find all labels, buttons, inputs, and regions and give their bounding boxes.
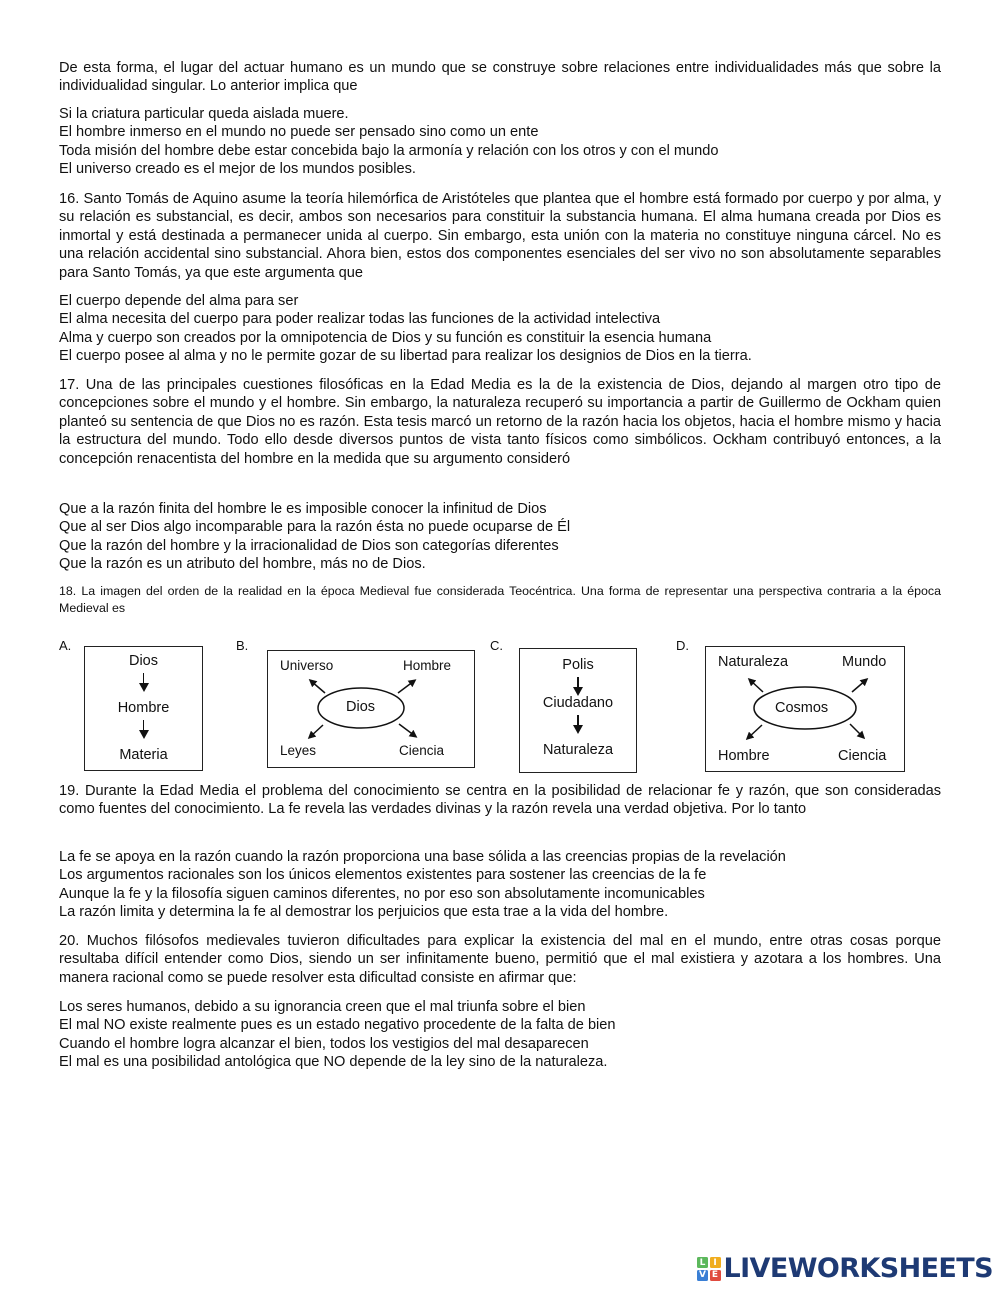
option-b-letter: B.: [236, 638, 249, 653]
question-16-option-1[interactable]: El cuerpo depende del alma para ser: [59, 293, 299, 309]
question-17-option-1[interactable]: Que a la razón finita del hombre le es imposible conocer la infinitud de Dios: [59, 501, 547, 517]
question-20-options: [59, 998, 941, 1072]
live-blocks-icon: [697, 1257, 721, 1281]
question-19-option-1[interactable]: La fe se apoya en la razón cuando la razón proporciona una base sólida a las creencias propias de la revelación: [59, 849, 786, 865]
diagram-b-top-left: Universo: [280, 658, 334, 673]
diagram-b-bottom-right: Ciencia: [399, 743, 445, 758]
diagram-a-item-1: Dios: [128, 653, 158, 669]
option-a-letter: A.: [59, 638, 72, 653]
diagram-b-top-right: Hombre: [403, 658, 452, 673]
diagram-b-box[interactable]: [267, 650, 475, 768]
question-19-text: 19. Durante la Edad Media el problema del conocimiento se centra en la posibilidad de relacionar fe y razón, que son consideradas como fuentes del conocimiento. La fe revela las verdades divinas y la razón revela una verdad objetiva. Por lo tanto: [59, 783, 941, 818]
question-16-text: 16. Santo Tomás de Aquino asume la teoría hilemórfica de Aristóteles que plantea que el hombre está formado por cuerpo y por alma, y su relación es substancial, es decir, ambos son necesarios para constituir la substancia humana. El alma humana creada por Dios es inmortal y está destinada a permanecer unida al cuerpo. Sin embargo, esta unión con la materia no constituye ninguna cárcel. No es una relación accidental sino substancial. Ahora bien, estos dos componentes esenciales del ser vivo no son absolutamente separables para Santo Tomás, ya que este argumenta que: [59, 191, 941, 281]
logo-cell-l: L: [697, 1257, 708, 1268]
diagram-d-top-left: Naturaleza: [718, 654, 789, 670]
question-17-option-4[interactable]: Que la razón es un atributo del hombre, más no de Dios.: [59, 556, 426, 573]
option-d-letter: D.: [676, 638, 689, 653]
question-17-text: 17. Una de las principales cuestiones filosóficas en la Edad Media es la de la existencia de Dios, dejando al margen otro tipo de concepciones sobre el mundo y el hombre. Sin embargo, la naturaleza recuperó su importancia a partir de Guillermo de Ockham quien planteó su sentencia de que Dios no es razón. Esta tesis marcó un retorno de la razón hacia los objetos, hacia el hombre mismo y hacia la estructura del mundo. Todo ello desde diversos puntos de vista tanto físicos como simbólicos. Ockham contribuyó entonces, a la concepción renacentista del hombre en la medida que su argumento consideró: [59, 377, 941, 467]
intro-option-2[interactable]: El hombre inmerso en el mundo no puede ser pensado sino como un ente: [59, 124, 539, 141]
question-19-option-2[interactable]: Los argumentos racionales son los únicos elementos existentes para sostener las creencias de la fe: [59, 867, 707, 884]
logo-cell-i: I: [710, 1257, 721, 1268]
option-c-letter: C.: [490, 638, 503, 653]
diagram-c-item-1: Polis: [562, 657, 594, 673]
question-17-option-3[interactable]: Que la razón del hombre y la irracionalidad de Dios son categorías diferentes: [59, 537, 559, 554]
diagram-a-item-3: Materia: [119, 747, 168, 763]
question-20-option-3[interactable]: Cuando el hombre logra alcanzar el bien, todos los vestigios del mal desaparecen: [59, 1035, 589, 1052]
question-20-option-2[interactable]: El mal NO existe realmente pues es un estado negativo procedente de la falta de bien: [59, 1017, 616, 1034]
diagram-d-center: Cosmos: [775, 700, 829, 716]
question-16-option-2[interactable]: El alma necesita del cuerpo para poder realizar todas las funciones de la actividad intelectiva: [59, 311, 661, 328]
diagram-b-center: Dios: [346, 699, 376, 715]
question-20-text: 20. Muchos filósofos medievales tuvieron dificultades para explicar la existencia del mal en el mundo, entre otras cosas porque resultaba difícil entender como Dios, siendo un ser infinitamente bueno, permitió que el mal existiera y azotara a los hombres. Una manera racional como se puede resolver esta dificultad consiste en afirmar que:: [59, 933, 941, 986]
logo-cell-v: V: [697, 1270, 708, 1281]
intro-option-4[interactable]: El universo creado es el mejor de los mundos posibles.: [59, 161, 416, 178]
question-17-option-2[interactable]: Que al ser Dios algo incomparable para la razón ésta no puede ocuparse de Él: [59, 519, 571, 536]
diagram-d-box[interactable]: [705, 646, 905, 772]
logo-text: LIVEWORKSHEETS: [723, 1253, 993, 1284]
diagram-c-box[interactable]: [519, 648, 637, 773]
question-18-text: 18. La imagen del orden de la realidad en la época Medieval fue considerada Teocéntrica. Una forma de representar una perspectiva contraria a la época Medieval es: [59, 584, 941, 615]
intro-options: [59, 105, 941, 179]
diagram-d-top-right: Mundo: [842, 654, 887, 670]
question-19-options: [59, 848, 941, 922]
logo-cell-e: E: [710, 1270, 721, 1281]
diagram-a-box[interactable]: [84, 646, 203, 771]
question-19-option-4[interactable]: La razón limita y determina la fe al demostrar los perjuicios que esta trae a la vida del hombre.: [59, 904, 669, 921]
intro-option-1[interactable]: Si la criatura particular queda aislada muere.: [59, 106, 349, 122]
question-20-option-1[interactable]: Los seres humanos, debido a su ignorancia creen que el mal triunfa sobre el bien: [59, 999, 586, 1015]
question-16-option-4[interactable]: El cuerpo posee al alma y no le permite gozar de su libertad para realizar los designios de Dios en la tierra.: [59, 348, 752, 365]
diagram-d-bottom-right: Ciencia: [838, 748, 887, 764]
liveworksheets-logo[interactable]: [697, 1254, 993, 1284]
question-16-options: [59, 292, 941, 366]
diagram-d-bottom-left: Hombre: [718, 748, 770, 764]
question-17-options: [59, 500, 941, 574]
question-20-option-4[interactable]: El mal es una posibilidad antológica que NO depende de la ley sino de la naturaleza.: [59, 1054, 608, 1071]
diagram-c-item-3: Naturaleza: [542, 742, 614, 758]
intro-option-3[interactable]: Toda misión del hombre debe estar concebida bajo la armonía y relación con los otros y con el mundo: [59, 142, 719, 159]
diagram-a-item-2: Hombre: [117, 700, 170, 716]
question-16-option-3[interactable]: Alma y cuerpo son creados por la omnipotencia de Dios y su función es constituir la esencia humana: [59, 329, 712, 346]
intro-paragraph: De esta forma, el lugar del actuar humano es un mundo que se construye sobre relaciones entre individualidades más que sobre la individualidad singular. Lo anterior implica que: [59, 60, 941, 95]
diagram-b-bottom-left: Leyes: [280, 743, 317, 758]
question-19-option-3[interactable]: Aunque la fe y la filosofía siguen caminos diferentes, no por eso son absolutamente incomunicables: [59, 885, 705, 902]
diagram-c-item-2: Ciudadano: [542, 695, 614, 711]
